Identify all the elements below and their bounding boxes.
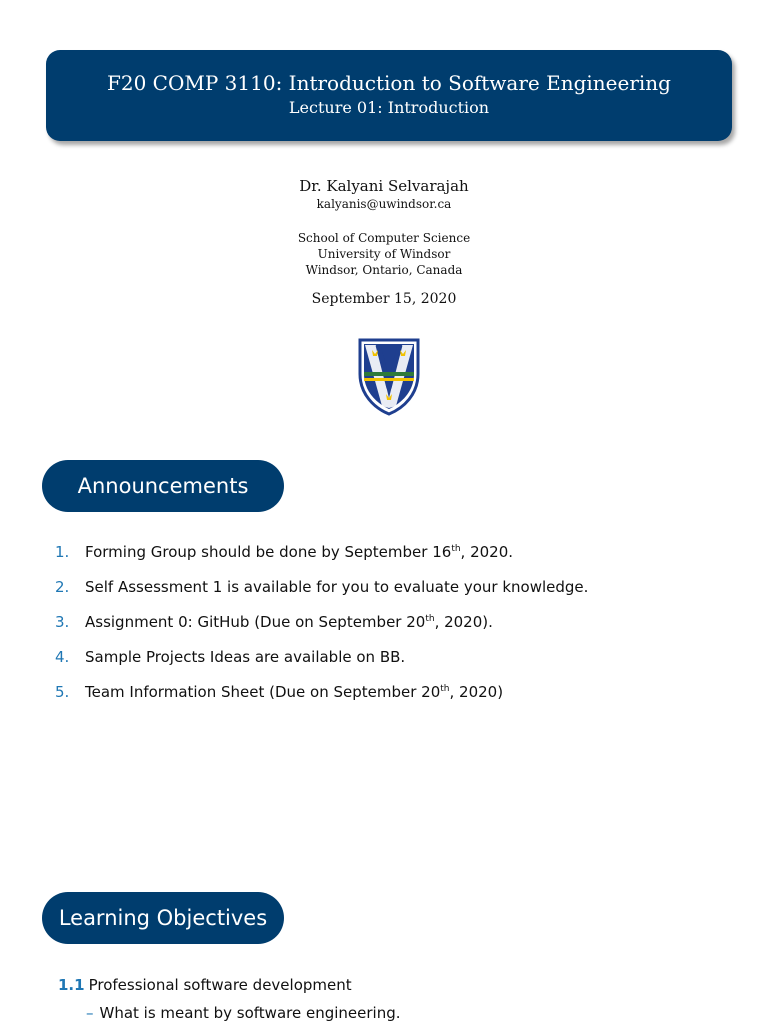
university-location: Windsor, Ontario, Canada xyxy=(305,263,463,277)
announcements-list xyxy=(55,540,755,715)
course-title: F20 COMP 3110: Introduction to Software Engineering xyxy=(107,71,671,95)
university-crest-icon xyxy=(356,336,422,416)
lecture-subtitle: Lecture 01: Introduction xyxy=(288,98,490,117)
university-name: University of Windsor xyxy=(317,247,451,261)
list-item: 1. Forming Group should be done by September 16th, 2020. xyxy=(55,543,514,561)
announcements-heading: Announcements xyxy=(42,460,284,512)
learning-objectives-heading: Learning Objectives xyxy=(42,892,284,944)
list-item: 1.1 Professional software development xyxy=(58,976,352,994)
list-item: 3. Assignment 0: GitHub (Due on September 20th, 2020). xyxy=(55,613,493,631)
author-name: Dr. Kalyani Selvarajah xyxy=(299,177,469,195)
learning-objectives-list xyxy=(58,974,401,1024)
list-item: 2. Self Assessment 1 is available for you to evaluate your knowledge. xyxy=(55,578,589,596)
list-item: 4. Sample Projects Ideas are available on BB. xyxy=(55,648,406,666)
author-email: kalyanis@uwindsor.ca xyxy=(316,197,452,211)
school-name: School of Computer Science xyxy=(297,231,471,245)
dash-bullet-icon: – xyxy=(86,1004,94,1022)
list-item: 5. Team Information Sheet (Due on September 20th, 2020) xyxy=(55,683,504,701)
list-subitem: – What is meant by software engineering. xyxy=(86,1004,401,1022)
author-block xyxy=(0,176,768,308)
lecture-date: September 15, 2020 xyxy=(311,291,457,307)
title-banner xyxy=(46,50,732,141)
